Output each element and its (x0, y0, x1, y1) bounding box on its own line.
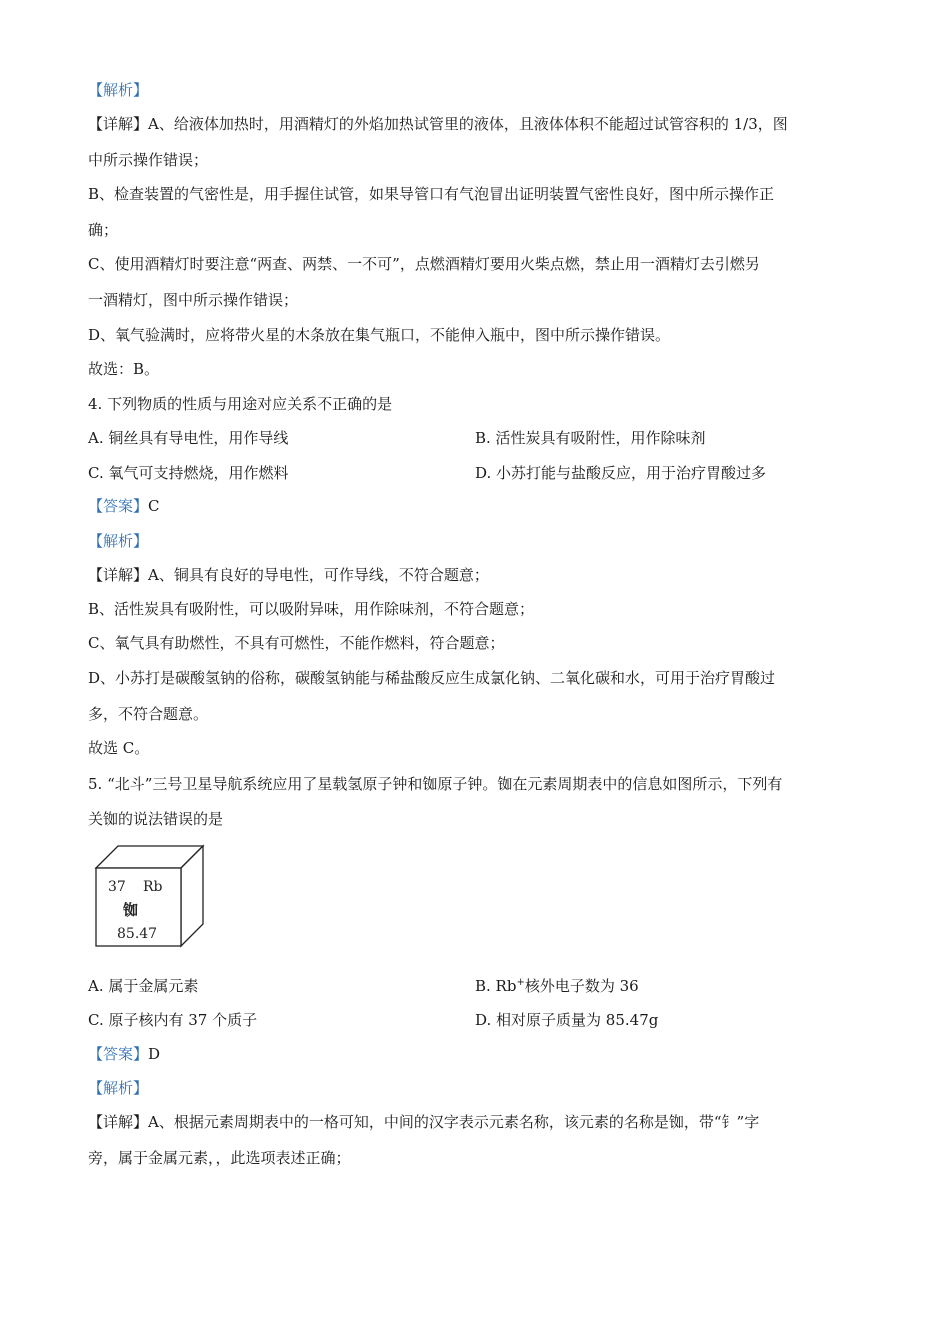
q4-detail-d-line2: 多，不符合题意。 (88, 705, 209, 723)
q3-detail-b-line2: 确； (88, 221, 119, 239)
q5-option-b (475, 974, 639, 998)
q4-detail-a-line (88, 563, 489, 587)
q4-option-a: A. 铜丝具有导电性，用作导线 (88, 429, 289, 447)
detail-label: 【详解】 (88, 1113, 149, 1131)
detail-label: 【详解】 (88, 115, 149, 133)
q3-detail-a-line2: 中所示操作错误； (88, 151, 209, 169)
q4-answer: C (148, 497, 160, 515)
q5-option-b-sup: + (516, 977, 525, 988)
q4-option-b: B. 活性炭具有吸附性，用作除味剂 (475, 429, 706, 447)
q5-detail-a-line1 (88, 1110, 759, 1134)
element-cube-figure (93, 844, 205, 949)
q3-detail-c-line2: 一酒精灯，图中所示操作错误； (88, 291, 299, 309)
element-number: 37 (108, 879, 126, 895)
q5-detail-a-line2: 旁，属于金属元素，，此选项表述正确； (88, 1149, 351, 1167)
jiexi-label: 【解析】 (88, 81, 149, 99)
q4-option-c: C. 氧气可支持燃烧，用作燃料 (88, 464, 289, 482)
q5-option-b-post: 核外电子数为 36 (524, 977, 639, 995)
jiexi-label: 【解析】 (88, 532, 149, 550)
q5-option-a: A. 属于金属元素 (88, 977, 199, 995)
q4-conclusion: 故选 C。 (88, 739, 150, 757)
element-symbol: Rb (143, 879, 163, 895)
q4-option-d: D. 小苏打能与盐酸反应，用于治疗胃酸过多 (475, 464, 767, 482)
element-name: 铷 (123, 901, 139, 919)
q3-detail-a-text: A、给液体加热时，用酒精灯的外焰加热试管里的液体，且液体体积不能超过试管容积的 1/3，图 (148, 115, 788, 133)
q3-conclusion: 故选：B。 (88, 360, 160, 378)
q5-stem-line1: 5. “北斗”三号卫星导航系统应用了星载氢原子钟和铷原子钟。铷在元素周期表中的信息如图所示，下列有 (88, 775, 783, 793)
q4-detail-b: B、活性炭具有吸附性，可以吸附异味，用作除味剂，不符合题意； (88, 600, 535, 618)
q4-stem: 4. 下列物质的性质与用途对应关系不正确的是 (88, 395, 393, 413)
q4-answer-line (88, 494, 160, 518)
q3-detail-a-line1 (88, 112, 788, 136)
q5-answer-line (88, 1042, 160, 1066)
q5-option-b-pre: B. Rb (475, 977, 517, 995)
q4-detail-d-line1: D、小苏打是碳酸氢钠的俗称，碳酸氢钠能与稀盐酸反应生成氯化钠、二氧化碳和水，可用于治疗胃酸过 (88, 669, 776, 687)
q3-detail-d: D、氧气验满时，应将带火星的木条放在集气瓶口，不能伸入瓶中，图中所示操作错误。 (88, 326, 671, 344)
answer-label: 【答案】 (88, 1045, 149, 1063)
q3-detail-c-line1: C、使用酒精灯时要注意“两查、两禁、一不可”，点燃酒精灯要用火柴点燃，禁止用一酒精灯去引燃另 (88, 255, 760, 273)
detail-label: 【详解】 (88, 566, 149, 584)
q3-detail-b-line1: B、检查装置的气密性是，用手握住试管，如果导管口有气泡冒出证明装置气密性良好，图中所示操作正 (88, 185, 775, 203)
q5-option-d: D. 相对原子质量为 85.47g (475, 1011, 659, 1029)
q5-stem-line2: 关铷的说法错误的是 (88, 810, 224, 828)
q4-detail-c: C、氧气具有助燃性，不具有可燃性，不能作燃料，符合题意； (88, 634, 505, 652)
element-mass: 85.47 (117, 926, 158, 942)
q5-detail-a: A、根据元素周期表中的一格可知，中间的汉字表示元素名称，该元素的名称是铷，带“钅”字 (148, 1113, 760, 1131)
q4-detail-a: A、铜具有良好的导电性，可作导线，不符合题意； (148, 566, 489, 584)
answer-label: 【答案】 (88, 497, 149, 515)
q5-answer: D (148, 1045, 161, 1063)
q5-option-c: C. 原子核内有 37 个质子 (88, 1011, 258, 1029)
jiexi-label: 【解析】 (88, 1079, 149, 1097)
